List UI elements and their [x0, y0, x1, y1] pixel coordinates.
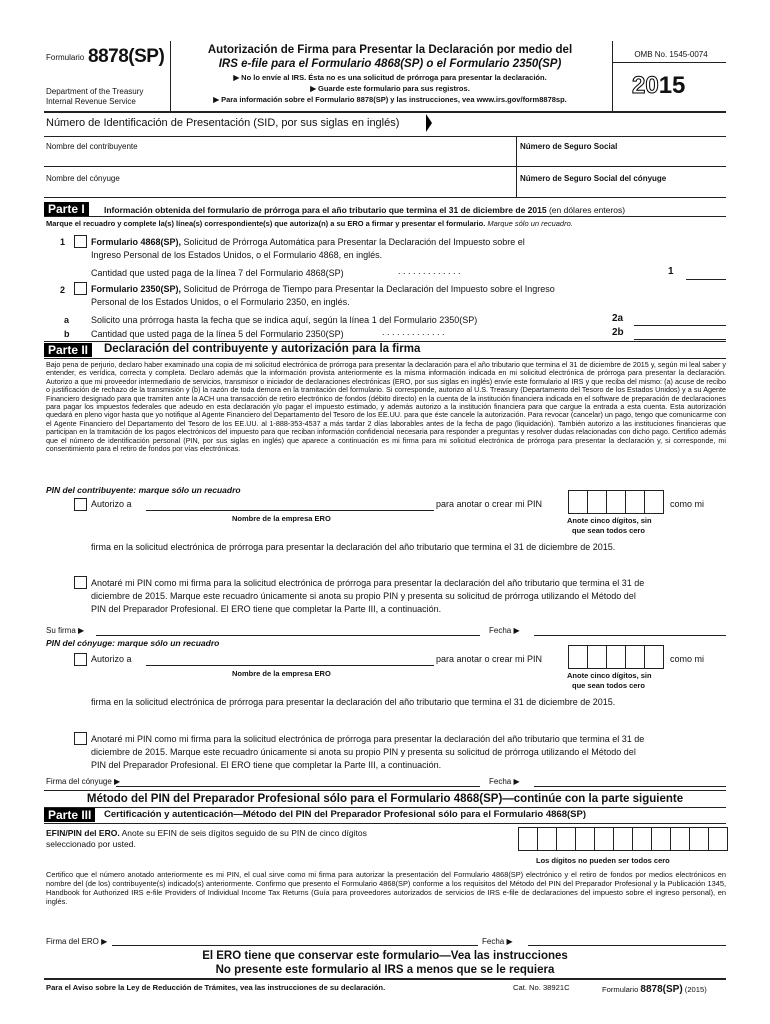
taxpayer-self-pin-2: diciembre de 2015. Marque este recuadro únicamente si anota su propio PIN y presenta su solicitud de prórroga utilizando el Método del — [91, 591, 636, 601]
part2-tag: Parte II — [44, 343, 92, 357]
efin-pin-field[interactable] — [518, 827, 728, 851]
line1-number: 1 — [60, 237, 66, 247]
part1-title — [104, 205, 625, 215]
taxpayer-signature-label: Su firma ▶ — [46, 626, 85, 635]
form-4868-checkbox[interactable] — [74, 235, 87, 248]
taxpayer-pin-hint-2: que sean todos cero — [572, 526, 645, 535]
dept-line2: Internal Revenue Service — [46, 97, 136, 106]
part1-instruction-italic: Marque sólo un recuadro. — [487, 219, 573, 228]
spouse-self-pin-1: Anotaré mi PIN como mi firma para la solicitud electrónica de prórroga para presentar la declaración del año tributario que termina el 31 de — [91, 734, 645, 744]
part2-title: Declaración del contribuyente y autorización para la firma — [104, 343, 421, 355]
taxpayer-to-create-pin: para anotar o crear mi PIN — [436, 499, 543, 509]
taxpayer-authorize-ero-checkbox[interactable] — [74, 498, 87, 511]
taxpayer-pin-field[interactable] — [568, 490, 664, 514]
spouse-ero-firm-field[interactable] — [146, 665, 434, 666]
line2a-text: Solicito una prórroga hasta la fecha que se indica aquí, según la línea 1 del Formulario 2350(SP) — [91, 315, 478, 325]
spouse-signature-statement: firma en la solicitud electrónica de prórroga para presentar la declaración del año tributario que termina el 31 de diciembre de 2015. — [91, 697, 616, 707]
footer-form-year: (2015) — [684, 985, 707, 994]
form-2350-checkbox[interactable] — [74, 282, 87, 295]
catalog-number: Cat. No. 38921C — [513, 983, 570, 992]
part1-title-suffix: (en dólares enteros) — [548, 205, 626, 215]
efin-instruction — [46, 828, 367, 838]
part2-declaration-text: Bajo pena de perjurio, declaro haber examinado una copia de mi solicitud electrónica de prórroga para presentar la declaración para el año tributario que termina el 31 de diciembre de 2015 y, según mi leal saber y entender, es verídica, correcta y completa. Declaro además que la información provista anteriormente es la misma información indicada en mi solicitud electrónica de prórroga para presentar la declaración. Autorizo a que mi proveedor intermediario de servicios, transmisor o iniciador de declaraciones electrónicas (ERO, por sus siglas en inglés) envíe este formulario al IRS y que reciba del mismo: (a) acuse de recibo o justificación de rechazo de la transmisión y (b) la razón de toda demora en la tramitación del formulario. Si corresponde, autorizo al U.S. Treasury (Departamento del Tesoro de los Estados Unidos) y a su Agente Financiero designado para que tramiten ante la ACH una transacción de retiro electrónico de fondos (débito directo) en la cuenta de la institución financiera indicada en el software de preparación de declaraciones para pagar los impuestos federales que adeudo en esta declaración y/o pagar el impuesto estimado, y además autorizo a la institución financiera para que cargue la entrada a esta cuenta. Esta autorización quedará en pleno vigor hasta que yo notifique al Agente Financiero del Departamento del Tesoro de los EE.UU. para que éste cancele la autorización. Para revocar (cancelar) un pago, tengo que comunicarme con el Agente Financiero del Departamento del Tesoro de los EE.UU. al 1-888-353-4537 a más tardar 2 días laborables antes de la fecha de pago (liquidación). También autorizo a las instituciones financieras que participan en la tramitación de los pagos electrónicos del impuesto para que reciban información confidencial necesaria para responder a preguntas y resolver dudas relacionadas con dicho pago. Certifico además que el número de identificación personal (PIN, por sus siglas en inglés) que aparece a continuación es mi firma para mi solicitud electrónica de prórroga para presentar la declaración y, si corresponde, mi consentimiento para el retiro de fondos por vías electrónicas. — [46, 360, 726, 454]
taxpayer-self-pin-1: Anotaré mi PIN como mi firma para la solicitud electrónica de prórroga para presentar la declaración del año tributario que termina el 31 de — [91, 578, 645, 588]
taxpayer-signature-field[interactable] — [96, 635, 480, 636]
spouse-pin-hint-2: que sean todos cero — [572, 681, 645, 690]
taxpayer-date-label: Fecha ▶ — [489, 626, 520, 635]
footer-form-label: Formulario — [602, 985, 639, 994]
part3-banner: Método del PIN del Preparador Profesional sólo para el Formulario 4868(SP)—continúe con la parte siguiente — [86, 793, 684, 805]
taxpayer-ero-firm-caption: Nombre de la empresa ERO — [232, 514, 331, 523]
line2b-amount-field[interactable] — [634, 339, 726, 340]
ero-signature-field[interactable] — [112, 945, 478, 946]
year-prefix: 20 — [632, 72, 659, 99]
spouse-self-pin-2: diciembre de 2015. Marque este recuadro únicamente si anota su propio PIN y presenta su solicitud de prórroga utilizando el Método del — [91, 747, 636, 757]
taxpayer-authorize-label: Autorizo a — [91, 499, 132, 509]
spouse-self-pin-checkbox[interactable] — [74, 732, 87, 745]
line2-text — [91, 284, 555, 294]
do-not-file-notice: No presente este formulario al IRS a menos que se le requiera — [215, 964, 555, 976]
dept-line1: Department of the Treasury — [46, 87, 144, 96]
taxpayer-ero-firm-field[interactable] — [146, 510, 434, 511]
line1-box-label: 1 — [668, 266, 674, 277]
form-label: Formulario — [46, 53, 85, 62]
line1-text — [91, 237, 525, 247]
spouse-signature-label: Firma del cónyuge ▶ — [46, 777, 121, 786]
taxpayer-pin-hint-1: Anote cinco dígitos, sin — [567, 516, 652, 525]
taxpayer-date-field[interactable] — [534, 635, 726, 636]
efin-text: Anote su EFIN de seis dígitos seguido de su PIN de cinco dígitos — [121, 828, 367, 838]
title-line1: Autorización de Firma para Presentar la Declaración por medio del — [207, 44, 573, 56]
spouse-to-create-pin: para anotar o crear mi PIN — [436, 654, 543, 664]
part3-tag: Parte III — [44, 808, 95, 822]
line2b-box-label: 2b — [612, 327, 624, 338]
ssn-label: Número de Seguro Social — [520, 142, 618, 151]
part1-instruction — [46, 219, 573, 228]
spouse-pin-hint-1: Anote cinco dígitos, sin — [567, 671, 652, 680]
spouse-pin-label: PIN del cónyuge: marque sólo un recuadro — [46, 638, 220, 648]
line2-form-name: Formulario 2350(SP), — [91, 284, 182, 294]
tax-year — [632, 72, 685, 100]
title-line2: IRS e-file para el Formulario 4868(SP) o el Formulario 2350(SP) — [218, 58, 562, 70]
line2a-box-label: 2a — [612, 313, 624, 324]
form-number: 8878(SP) — [88, 46, 165, 67]
ero-certification-text: Certifico que el número anotado anteriormente es mi PIN, el cual sirve como mi firma para autorizar la presentación del Formulario 4868(SP) electrónico y el retiro de fondos por medios electrónicos en nombre del (de los) contribuyente(s) indicado(s) anteriormente. Confirmo que presento el Formulario 4868(SP) conforme a los requisitos del Método del PIN del Preparador Profesional y la Publicación 1345, Handbook for Authorized IRS e-file Providers of Individual Income Tax Returns (Guía para proveedores autorizados de servicios de IRS e-file de declaraciones del impuesto sobre el ingreso personal), en inglés. — [46, 870, 726, 906]
efin-label: EFIN/PIN del ERO. — [46, 828, 120, 838]
part1-instruction-text: Marque el recuadro y complete la(s) línea(s) correspondiente(s) que autoriza(n) a su ERO a firmar y presentar el formulario. — [46, 219, 486, 228]
spouse-pin-field[interactable] — [568, 645, 664, 669]
keep-form-notice: El ERO tiene que conservar este formulario—Vea las instrucciones — [202, 950, 568, 962]
line1-form-name: Formulario 4868(SP), — [91, 237, 182, 247]
taxpayer-self-pin-3: PIN del Preparador Profesional. El ERO tiene que completar la Parte III, a continuación. — [91, 604, 442, 614]
spouse-ssn-label: Número de Seguro Social del cónyuge — [520, 174, 667, 183]
ero-date-label: Fecha ▶ — [482, 937, 513, 946]
spouse-authorize-ero-checkbox[interactable] — [74, 653, 87, 666]
spouse-self-pin-3: PIN del Preparador Profesional. El ERO tiene que completar la Parte III, a continuación. — [91, 760, 442, 770]
spouse-date-field[interactable] — [534, 786, 726, 787]
line2b-dots: . . . . . . . . . . . . . — [382, 327, 445, 337]
taxpayer-pin-label: PIN del contribuyente: marque sólo un recuadro — [46, 485, 241, 495]
part3-title: Certificación y autenticación—Método del PIN del Preparador Profesional sólo para el Formulario 4868(SP) — [104, 809, 586, 820]
line2-desc: Solicitud de Prórroga de Tiempo para Presentar la Declaración del Impuesto sobre el Ingreso — [183, 284, 555, 294]
efin-instruction-2: seleccionado por usted. — [46, 839, 136, 849]
spouse-name-label: Nombre del cónyuge — [46, 174, 120, 183]
line2b-text: Cantidad que usted paga de la línea 5 del Formulario 2350(SP) — [91, 329, 344, 339]
line1-desc: Solicitud de Prórroga Automática para Presentar la Declaración del Impuesto sobre el — [183, 237, 525, 247]
spouse-signature-field[interactable] — [116, 786, 480, 787]
spouse-authorize-label: Autorizo a — [91, 654, 132, 664]
line2-desc-2: Personal de los Estados Unidos, o el Formulario 2350, en inglés. — [91, 297, 350, 307]
paperwork-notice: Para el Aviso sobre la Ley de Reducción de Trámites, vea las instrucciones de su declaración. — [46, 983, 386, 992]
part1-title-text: Información obtenida del formulario de prórroga para el año tributario que termina el 31 de diciembre de 2015 — [104, 205, 547, 215]
part1-tag: Parte I — [44, 202, 89, 216]
line2b-letter: b — [64, 329, 70, 339]
note-1: ▶ No lo envíe al IRS. Ésta no es una solicitud de prórroga para presentar la declaración. — [233, 73, 547, 82]
note-3: ▶ Para información sobre el Formulario 8878(SP) y las instrucciones, vea www.irs.gov/form8878sp. — [213, 95, 567, 104]
sid-label: Número de Identificación de Presentación (SID, por sus siglas en inglés) — [46, 117, 400, 129]
line1-desc-2: Ingreso Personal de los Estados Unidos, o el Formulario 4868, en inglés. — [91, 250, 383, 260]
efin-hint: Los dígitos no pueden ser todos cero — [536, 856, 670, 865]
line1-dots: . . . . . . . . . . . . . — [398, 266, 461, 276]
taxpayer-self-pin-checkbox[interactable] — [74, 576, 87, 589]
spouse-ero-firm-caption: Nombre de la empresa ERO — [232, 669, 331, 678]
taxpayer-as-my: como mi — [670, 499, 705, 509]
taxpayer-signature-statement: firma en la solicitud electrónica de prórroga para presentar la declaración del año tributario que termina el 31 de diciembre de 2015. — [91, 542, 616, 552]
line2-number: 2 — [60, 285, 66, 295]
arrow-right-icon — [426, 114, 432, 132]
taxpayer-name-label: Nombre del contribuyente — [46, 142, 138, 151]
ero-signature-label: Firma del ERO ▶ — [46, 937, 108, 946]
line2a-letter: a — [64, 315, 70, 325]
year-suffix: 15 — [658, 72, 686, 99]
ero-date-field[interactable] — [528, 945, 726, 946]
spouse-date-label: Fecha ▶ — [489, 777, 520, 786]
footer-form-number: 8878(SP) — [640, 984, 683, 995]
omb-number: OMB No. 1545-0074 — [634, 50, 708, 59]
footer-form-id — [602, 984, 707, 995]
note-2: ▶ Guarde este formulario para sus registros. — [310, 84, 470, 93]
line1-amount-field[interactable] — [686, 279, 726, 280]
spouse-as-my: como mi — [670, 654, 705, 664]
line1-amount-label: Cantidad que usted paga de la línea 7 del Formulario 4868(SP) — [91, 268, 344, 278]
line2a-date-field[interactable] — [634, 325, 726, 326]
